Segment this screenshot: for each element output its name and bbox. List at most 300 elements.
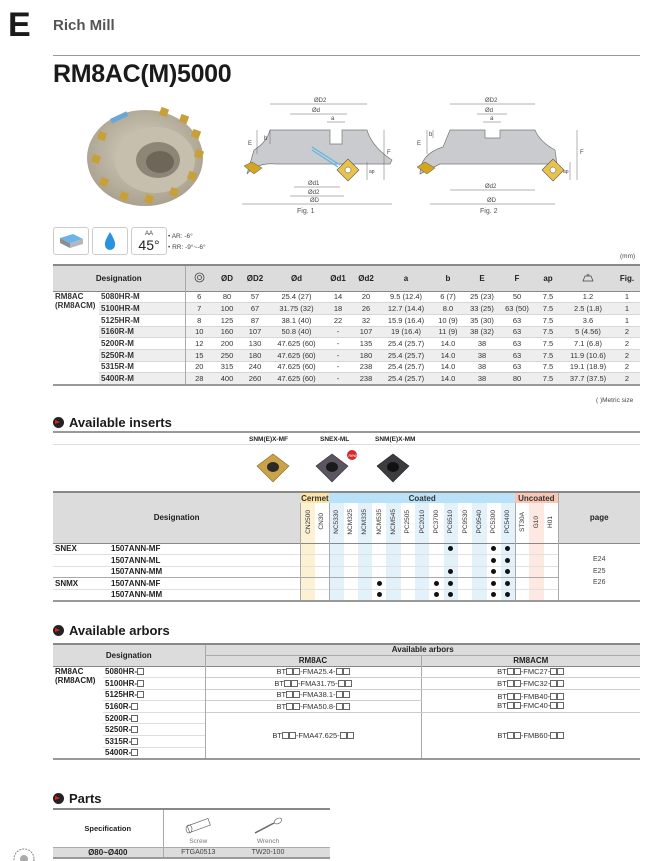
grade-cell — [529, 578, 543, 590]
grade-header-pc9540 — [472, 503, 486, 543]
grade-header-pc2010 — [415, 503, 429, 543]
placeholder-box-icon — [345, 680, 352, 687]
spec-cell: 260 — [241, 373, 269, 385]
grade-cell — [344, 555, 358, 567]
spec-cell: 14.0 — [432, 349, 464, 361]
spec-cell: 1.2 — [582, 292, 594, 302]
grade-header-pc5400 — [501, 503, 515, 543]
header-divider — [53, 55, 640, 56]
spec-cell: 14 — [333, 292, 343, 302]
group-name: RM8AC — [55, 291, 84, 301]
placeholder-box-icon — [557, 668, 564, 675]
spec-cell: 2 — [624, 362, 630, 372]
spec-cell: 6 (7) — [440, 292, 456, 302]
arbor-code: -FMC40- — [520, 700, 551, 710]
spec-cell: 400 — [213, 373, 241, 385]
fig2-label-D2: ØD2 — [485, 98, 498, 104]
spec-cell: 2.5 (1.8) — [562, 303, 614, 315]
arbor-row — [53, 689, 640, 701]
spec-cell: 15.9 (16.4) — [387, 315, 425, 325]
spec-table — [53, 264, 640, 386]
screw-label: Screw — [189, 838, 208, 846]
grade-cell — [458, 555, 472, 567]
grade-cell — [344, 566, 358, 578]
available-dot-icon — [448, 592, 453, 597]
rm8ac-arbor — [272, 731, 353, 740]
grade-cell — [415, 578, 429, 590]
grade-cell — [315, 578, 329, 590]
grade-cell — [301, 578, 315, 590]
placeholder-box-icon — [557, 732, 564, 739]
grade-header-ncm545 — [386, 503, 400, 543]
grade-cell — [372, 589, 386, 601]
insert-row — [53, 578, 640, 590]
spec-cell: 33 (25) — [464, 303, 500, 315]
designation-cell: 5315R-M — [101, 362, 134, 372]
fig-1-caption: Fig. 1 — [297, 208, 315, 215]
fig1-label-b: b — [264, 136, 268, 142]
insert-row — [53, 543, 640, 555]
fig2-label-b: b — [429, 132, 433, 138]
grade-name: NCM545 — [390, 508, 398, 535]
spec-row — [53, 373, 640, 385]
arbor-designation — [103, 724, 205, 736]
rm8acm-arbor — [497, 667, 564, 676]
screw-part-number: FTGA0513 — [181, 848, 216, 856]
spec-cell: 35 (30) — [470, 315, 494, 325]
arbor-designation-code: 5080HR- — [105, 667, 138, 677]
metric-size-note: ( )Metric size — [596, 397, 634, 404]
arbor-code: -FMA47.625- — [295, 730, 340, 740]
designation-cell: 5400R-M — [99, 373, 185, 385]
grade-cell — [358, 578, 372, 590]
spec-row — [53, 349, 640, 361]
grade-cell — [344, 578, 358, 590]
spec-cell: - — [324, 326, 352, 338]
grade-cell — [429, 555, 443, 567]
rm8ac-arbor-cell — [205, 689, 421, 701]
arbor-prefix: BT — [272, 730, 282, 740]
grade-cell — [386, 566, 400, 578]
parts-table — [53, 808, 330, 859]
insert-code: 1507ANN-ML — [111, 555, 161, 565]
section-bullet-icon — [53, 625, 64, 636]
col-F: F — [500, 265, 534, 291]
grade-header-pc9530 — [458, 503, 472, 543]
designation-cell: 5250R-M — [99, 349, 185, 361]
grade-cell — [429, 578, 443, 590]
grade-cell — [444, 543, 458, 555]
spec-cell: 7.5 — [542, 339, 554, 349]
spec-cell: 107 — [352, 326, 380, 338]
grade-name: NC5330 — [333, 509, 341, 534]
spec-cell: 38 (32) — [464, 326, 500, 338]
placeholder-box-icon — [286, 691, 293, 698]
grade-header-pc2505 — [401, 503, 415, 543]
arbor-designation-code: 5100HR- — [105, 678, 138, 688]
available-dot-icon — [505, 558, 510, 563]
section-bullet-icon — [53, 417, 64, 428]
col-D: ØD — [213, 265, 241, 291]
placeholder-box-icon — [557, 693, 564, 700]
available-dot-icon — [505, 592, 510, 597]
radial-rake-note: • RR: -9°~-6° — [168, 244, 206, 251]
available-dot-icon — [505, 546, 510, 551]
coated-group-header: Coated — [329, 492, 515, 503]
arbor-designation-code: 5315R- — [105, 736, 132, 746]
grade-cell — [401, 543, 415, 555]
insert-shape-name: SNM(E)X-MM — [375, 436, 416, 443]
col-designation: Designation — [53, 265, 185, 291]
fig2-label-d2: Ød2 — [485, 184, 497, 190]
fig1-label-D: ØD — [310, 198, 319, 204]
arbor-prefix: BT — [276, 702, 287, 712]
grade-header-g10 — [529, 503, 543, 543]
insert-group: SNMX — [55, 579, 79, 589]
grade-cell — [501, 589, 515, 601]
available-dot-icon — [434, 581, 439, 586]
arbor-designation — [103, 701, 205, 713]
col-D2: ØD2 — [241, 265, 269, 291]
spec-cell: 38 — [477, 362, 487, 372]
spec-cell: 160 — [213, 326, 241, 338]
fig1-label-ap: ap — [369, 169, 375, 175]
grade-cell — [529, 555, 543, 567]
grade-cell — [544, 555, 558, 567]
spec-cell: 28 — [185, 373, 213, 385]
grade-cell — [415, 543, 429, 555]
arbor-row — [53, 678, 640, 690]
spec-cell: 7.5 — [534, 326, 562, 338]
fig2-label-F: F — [580, 150, 584, 156]
spec-cell: 2 — [614, 326, 640, 338]
placeholder-box-icon — [557, 702, 564, 709]
grade-cell — [458, 589, 472, 601]
grade-header-pc6510 — [444, 503, 458, 543]
spec-cell: 63 (50) — [500, 303, 534, 315]
placeholder-box-icon — [550, 693, 557, 700]
grade-cell — [458, 543, 472, 555]
grade-cell — [358, 543, 372, 555]
spec-cell: - — [336, 362, 340, 372]
spec-cell: 32 — [361, 315, 371, 325]
grade-cell — [329, 543, 343, 555]
grade-name: PC2505 — [404, 510, 412, 534]
available-dot-icon — [448, 581, 453, 586]
grade-name: PC6510 — [447, 510, 455, 534]
grade-cell — [372, 566, 386, 578]
section-letter: E — [8, 6, 31, 44]
aa-label: AA — [144, 230, 153, 237]
figure-1-drawing — [232, 92, 407, 217]
spec-cell: 25 (23) — [470, 292, 494, 302]
placeholder-box-icon — [514, 702, 521, 709]
col-ap: ap — [534, 265, 562, 291]
grade-name: PC9530 — [461, 510, 469, 534]
rm8acm-arbor — [497, 679, 564, 688]
parts-spec-value: Ø80~Ø400 — [53, 847, 163, 858]
inserts-rule — [53, 431, 640, 433]
placeholder-box-icon — [550, 668, 557, 675]
placeholder-box-icon — [514, 668, 521, 675]
grade-header-nc5330 — [329, 503, 343, 543]
spec-cell: 80 — [222, 292, 232, 302]
rm8ac-arbor-cell — [205, 678, 421, 690]
grade-header-h01 — [544, 503, 558, 543]
rm8acm-arbor-cell — [421, 689, 640, 712]
spec-cell: - — [336, 339, 340, 349]
fig1-label-d1: Ød1 — [308, 181, 320, 187]
spec-cell: 7 — [185, 303, 213, 315]
spec-cell: 2 — [614, 349, 640, 361]
grade-cell — [515, 578, 529, 590]
spec-cell: 7.5 — [542, 292, 554, 302]
spec-cell: 38 — [464, 373, 500, 385]
spec-cell: 20 — [361, 292, 371, 302]
spec-cell: 38 — [477, 339, 487, 349]
arbor-designation — [103, 747, 205, 759]
spec-cell: 12 — [185, 338, 213, 350]
spec-cell: 2 — [614, 373, 640, 385]
spec-cell: 3.6 — [582, 315, 594, 325]
arbor-code: -FMA50.8- — [300, 702, 336, 712]
spec-cell: 250 — [213, 349, 241, 361]
insert-code: 1507ANN-MF — [111, 544, 161, 554]
grade-name: PC5400 — [504, 510, 512, 534]
arbor-designation — [103, 712, 205, 724]
spec-row — [53, 314, 640, 326]
grade-name: CN2500 — [304, 509, 312, 534]
placeholder-box-icon — [137, 691, 144, 698]
spec-cell: 19.1 (18.9) — [569, 362, 607, 372]
spec-cell: 2 — [624, 339, 630, 349]
grade-cell — [444, 589, 458, 601]
placeholder-box-icon — [131, 738, 138, 745]
grade-cell — [515, 555, 529, 567]
placeholder-box-icon — [507, 732, 514, 739]
arbor-designation-code: 5125HR- — [105, 690, 138, 700]
grade-cell — [358, 589, 372, 601]
rm8acm-arbor — [497, 731, 564, 740]
spec-cell: 7.1 (6.8) — [574, 339, 602, 349]
spec-cell: 38 — [464, 349, 500, 361]
figure-2-drawing — [405, 92, 590, 217]
grade-name: ST30A — [519, 511, 526, 532]
rm8ac-arbor-cell — [205, 712, 421, 758]
rake-angle-notes — [168, 231, 206, 253]
grade-name: G10 — [533, 515, 541, 528]
grade-cell — [472, 589, 486, 601]
spec-cell: 100 — [213, 303, 241, 315]
designation-cell: 5160R-M — [99, 326, 185, 338]
page-header: page — [558, 492, 640, 543]
grade-cell — [301, 589, 315, 601]
grade-cell — [544, 589, 558, 601]
spec-cell: 130 — [248, 339, 262, 349]
insert-mf-image — [253, 450, 293, 486]
insert-mm-image — [373, 450, 413, 486]
rm8acm-header: RM8ACM — [421, 655, 640, 666]
placeholder-box-icon — [284, 680, 291, 687]
placeholder-box-icon — [137, 680, 144, 687]
spec-cell: 67 — [241, 303, 269, 315]
page-link[interactable]: E24 — [593, 556, 606, 564]
grade-cell — [444, 555, 458, 567]
available-dot-icon — [377, 581, 382, 586]
insert-shape-name: SNEX-ML — [320, 436, 350, 443]
spec-header: Specification — [53, 809, 163, 847]
grade-cell — [344, 543, 358, 555]
page-link[interactable]: E26 — [593, 579, 606, 587]
placeholder-box-icon — [550, 702, 557, 709]
grade-name: NCM535 — [375, 508, 383, 535]
rm8acm-arbor-cell — [421, 678, 640, 690]
spec-cell: 7.5 — [534, 303, 562, 315]
col-E: E — [464, 265, 500, 291]
designation-cell: 5200R-M — [101, 339, 134, 349]
spec-cell: 5 (4.56) — [562, 326, 614, 338]
col-a: a — [380, 265, 432, 291]
available-dot-icon — [434, 592, 439, 597]
grade-name: PC9540 — [475, 510, 483, 534]
axial-rake-note: • AR: -6° — [168, 233, 193, 240]
grade-cell — [472, 555, 486, 567]
col-d2: Ød2 — [352, 265, 380, 291]
available-dot-icon — [491, 546, 496, 551]
section-name: Rich Mill — [53, 17, 115, 34]
spec-cell: 15 — [185, 349, 213, 361]
grade-header-st30a — [515, 503, 529, 543]
designation-cell: 5125HR-M — [101, 315, 140, 325]
grade-cell — [529, 566, 543, 578]
placeholder-box-icon — [343, 691, 350, 698]
spec-cell: 315 — [220, 362, 234, 372]
spec-row — [53, 326, 640, 338]
spec-cell: 7.5 — [534, 373, 562, 385]
spec-cell: 135 — [359, 339, 373, 349]
arbor-designation-code: 5160R- — [105, 702, 132, 712]
spec-cell: 38.1 (40) — [281, 315, 312, 325]
spec-cell: 47.625 (60) — [269, 373, 324, 385]
spec-row — [53, 338, 640, 350]
grade-cell — [386, 578, 400, 590]
grade-cell — [358, 566, 372, 578]
arbor-prefix: BT — [497, 700, 507, 710]
spec-cell: 50.8 (40) — [269, 326, 324, 338]
grade-cell — [487, 566, 501, 578]
grade-cell — [487, 589, 501, 601]
grade-cell — [358, 555, 372, 567]
arbor-code: -FMA31.75- — [297, 678, 338, 688]
spec-cell: 63 — [512, 362, 522, 372]
available-dot-icon — [491, 581, 496, 586]
grade-name: PC5300 — [490, 510, 498, 534]
grade-cell — [444, 566, 458, 578]
available-arbors-heading — [53, 623, 170, 638]
spec-cell: 47.625 (60) — [277, 362, 316, 372]
placeholder-box-icon — [286, 703, 293, 710]
grade-cell — [544, 578, 558, 590]
rm8acm-arbor-cell — [421, 666, 640, 678]
page-link[interactable]: E25 — [593, 567, 606, 575]
placeholder-box-icon — [131, 726, 138, 733]
grade-cell — [386, 555, 400, 567]
spec-cell: 6 — [185, 291, 213, 303]
fig-2-caption: Fig. 2 — [480, 208, 498, 215]
placeholder-box-icon — [550, 680, 557, 687]
placeholder-box-icon — [343, 703, 350, 710]
grade-cell — [401, 578, 415, 590]
grade-cell — [501, 566, 515, 578]
grade-cell — [301, 543, 315, 555]
spec-cell: 19 (16.4) — [380, 326, 432, 338]
grade-cell — [429, 589, 443, 601]
grade-cell — [515, 566, 529, 578]
spec-cell: 63 — [512, 315, 522, 325]
grade-cell — [429, 543, 443, 555]
arbor-code: -FMB60- — [520, 730, 551, 740]
grade-name: NCM325 — [347, 508, 355, 535]
wrench-icon — [252, 817, 284, 835]
spec-cell: 180 — [352, 349, 380, 361]
placeholder-box-icon — [550, 732, 557, 739]
spec-cell: 1 — [624, 292, 630, 302]
col-b: b — [432, 265, 464, 291]
spec-cell: 63 — [500, 349, 534, 361]
grade-cell — [487, 543, 501, 555]
inserts-rule-2 — [53, 444, 640, 445]
grade-cell — [529, 589, 543, 601]
fig1-label-d: Ød — [312, 108, 321, 114]
placeholder-box-icon — [286, 668, 293, 675]
inserts-table — [53, 491, 640, 602]
placeholder-box-icon — [514, 693, 521, 700]
available-dot-icon — [491, 569, 496, 574]
grade-cell — [329, 589, 343, 601]
arbors-table — [53, 643, 640, 760]
grade-cell — [415, 555, 429, 567]
cutter-photo — [80, 100, 210, 210]
placeholder-box-icon — [137, 668, 144, 675]
spec-cell: 1 — [624, 315, 630, 325]
arbor-prefix: BT — [497, 667, 507, 677]
approach-angle-badge — [131, 227, 167, 255]
spec-cell: 10 (9) — [438, 315, 458, 325]
spec-cell: 63 — [512, 339, 522, 349]
grade-cell — [401, 589, 415, 601]
placeholder-box-icon — [507, 668, 514, 675]
arbor-code: -FMA25.4- — [300, 667, 336, 677]
col-d1: Ød1 — [324, 265, 352, 291]
grade-cell — [415, 589, 429, 601]
spec-cell: 238 — [359, 362, 373, 372]
insert-row — [53, 566, 640, 578]
uncoated-group-header: Uncoated — [515, 492, 558, 503]
spec-cell: 240 — [248, 362, 262, 372]
grade-cell — [315, 589, 329, 601]
arbor-designation — [103, 689, 205, 701]
arbor-designation — [103, 736, 205, 748]
available-dot-icon — [491, 558, 496, 563]
spec-cell: 9.5 (12.4) — [389, 292, 423, 302]
arbor-designation-code: 5200R- — [105, 713, 132, 723]
arbor-code: -FMC32- — [520, 678, 551, 688]
page-refs — [558, 543, 640, 601]
grade-cell — [501, 543, 515, 555]
rm8ac-header: RM8AC — [205, 655, 421, 666]
spec-cell: 25.4 (25.7) — [387, 362, 425, 372]
spec-cell: 25.4 (25.7) — [387, 339, 425, 349]
